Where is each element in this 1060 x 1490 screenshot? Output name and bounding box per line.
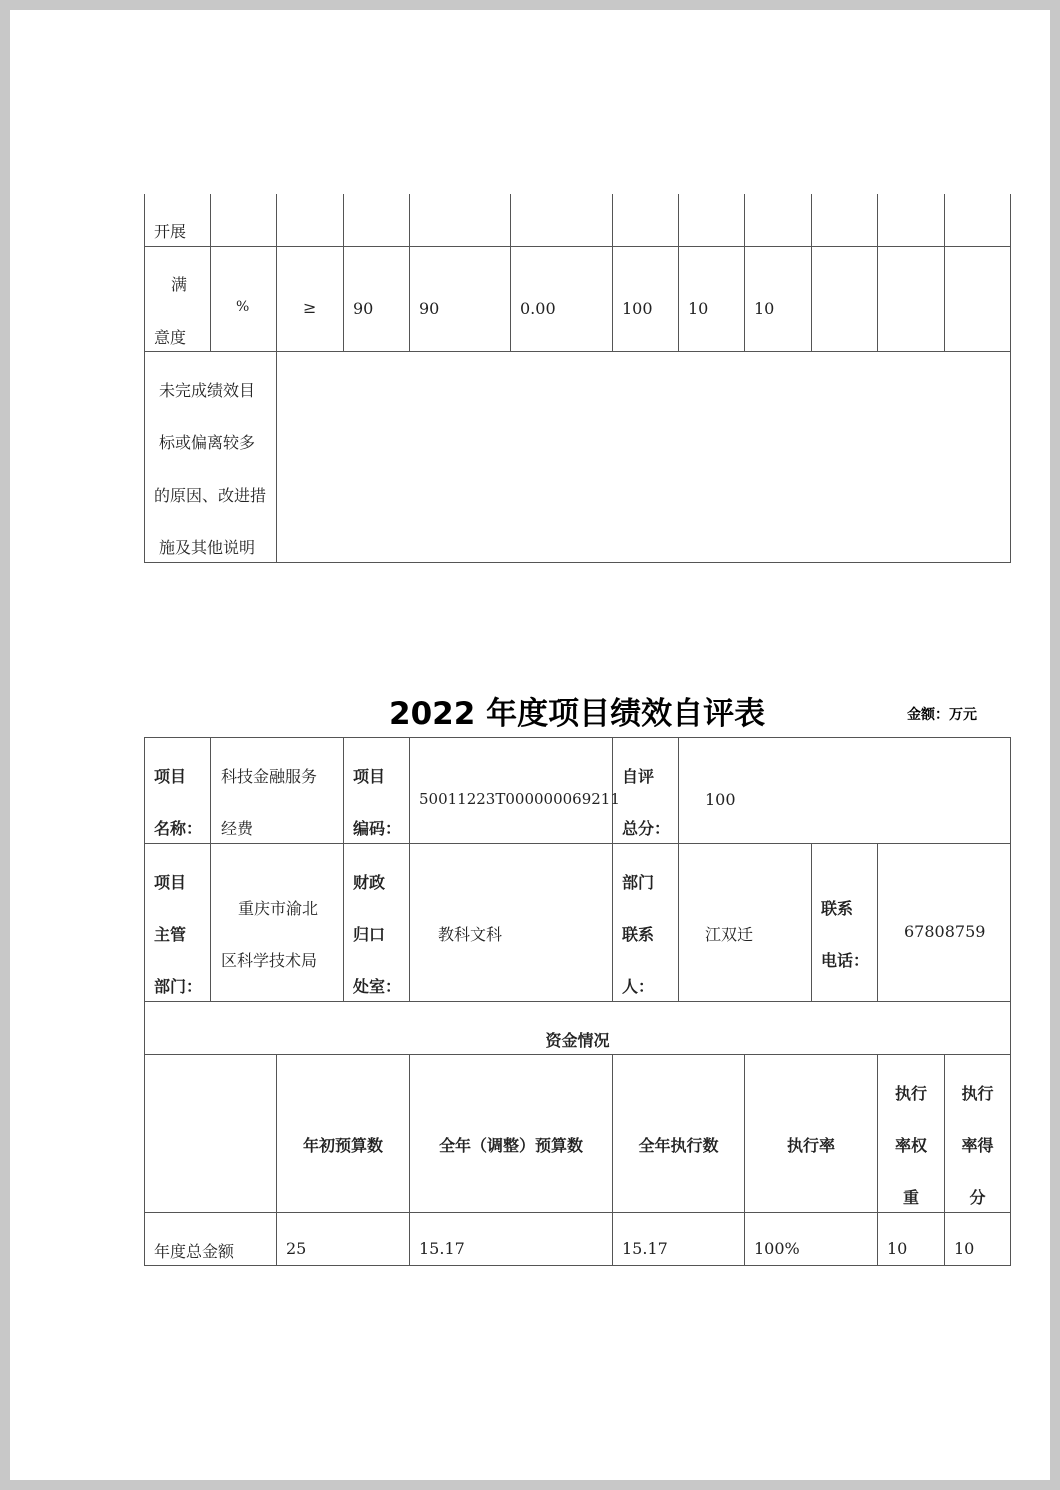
contact-label-2: 联系 [622,925,655,944]
finance-office-label-3: 处室： [353,977,402,996]
note-label-line1: 未完成绩效目 [159,381,256,400]
total-executed: 15.17 [622,1239,668,1258]
satisfaction-label-a: 满 [171,275,188,294]
project-code-value: 50011223T000000069211 [419,790,620,808]
header-executed: 全年执行数 [638,1136,719,1155]
phone-value: 67808759 [904,922,986,941]
total-rate: 100% [754,1239,800,1258]
note-label-line4: 施及其他说明 [159,538,256,557]
dept-label-3: 部门： [154,977,203,996]
total-score: 10 [954,1239,975,1258]
project-code-label-2: 编码： [353,819,402,838]
note-label-line3: 的原因、改进措 [154,486,267,505]
header-score-line3: 分 [969,1188,986,1207]
project-name-label-2: 名称： [154,819,203,838]
finance-office-label-2: 归口 [353,925,386,944]
dept-value-1: 重庆市渝北 [238,899,319,918]
total-row-label: 年度总金额 [154,1242,235,1261]
phone-label-1: 联系 [821,899,854,918]
header-score-line1: 执行 [961,1084,994,1103]
header-score-line2: 率得 [961,1136,994,1155]
target-value: 90 [353,299,374,318]
phone-label-2: 电话： [821,951,870,970]
note-label-line2: 标或偏离较多 [159,433,256,452]
header-adjusted-budget: 全年（调整）预算数 [438,1136,583,1155]
self-score-label-2: 总分： [622,819,671,838]
dept-label-2: 主管 [154,925,187,944]
project-code-label-1: 项目 [353,767,386,786]
weight-value: 10 [688,299,709,318]
amount-unit: 金额：万元 [907,707,977,723]
contact-label-3: 人： [622,977,655,996]
header-weight-line1: 执行 [894,1084,927,1103]
project-name-value-1: 科技金融服务 [221,767,318,786]
self-score-label-1: 自评 [622,767,655,786]
page-title: 2022 年度项目绩效自评表 [389,696,766,732]
contact-label-1: 部门 [622,873,655,892]
finance-office-value: 教科文科 [438,925,503,944]
total-weight: 10 [887,1239,908,1258]
contact-value: 江双迁 [705,925,754,944]
total-adjusted: 15.17 [419,1239,465,1258]
header-weight-line3: 重 [902,1188,919,1207]
completion-value: 100 [622,299,653,318]
dept-label-1: 项目 [154,873,187,892]
project-name-label-1: 项目 [154,767,187,786]
score-value: 10 [754,299,775,318]
actual-value: 90 [419,299,440,318]
finance-office-label-1: 财政 [353,873,386,892]
unit-percent: % [236,299,250,315]
satisfaction-label-b: 意度 [154,328,187,347]
total-initial: 25 [286,1239,307,1258]
funds-section-title: 资金情况 [545,1031,610,1050]
deviation-value: 0.00 [520,299,556,318]
header-initial-budget: 年初预算数 [302,1136,383,1155]
header-exec-rate: 执行率 [786,1136,835,1155]
header-weight-line2: 率权 [894,1136,927,1155]
row-label-kaizhan: 开展 [154,222,187,241]
project-name-value-2: 经费 [221,819,254,838]
operator-gte: ≥ [303,298,317,317]
dept-value-2: 区科学技术局 [221,951,318,970]
self-score-value: 100 [705,790,736,809]
